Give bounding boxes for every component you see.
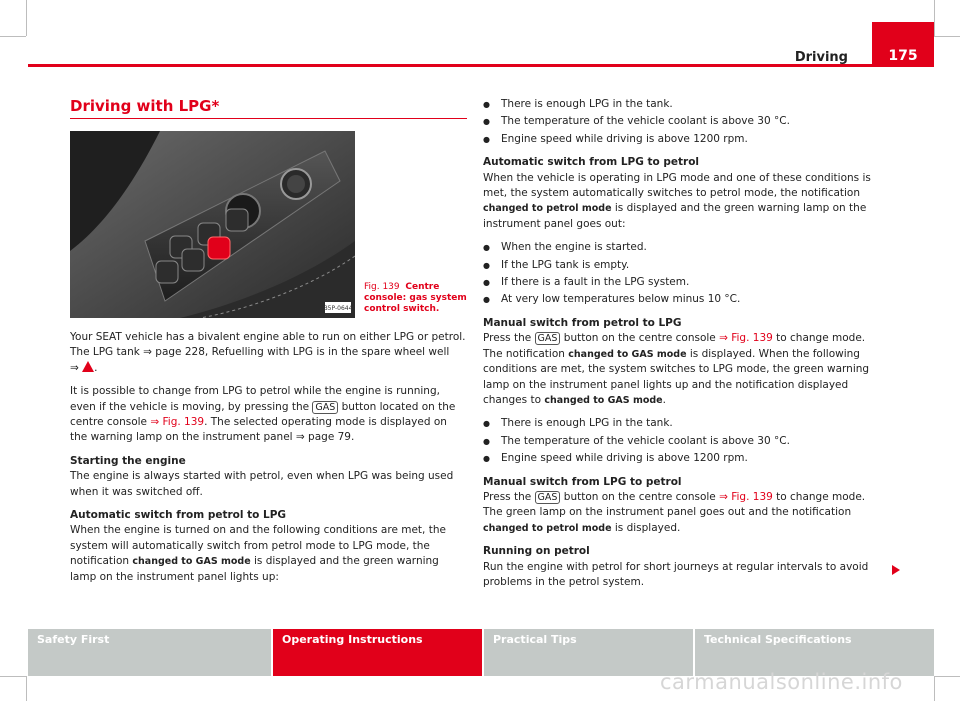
figure-photo	[70, 131, 355, 318]
manual-lpg-petrol-paragraph: Press the GAS button on the centre console ⇒ Fig. 139 to change mode. The green lamp on the instrument panel goes out and the notification changed to petrol mode is displayed.	[483, 490, 866, 534]
starting-heading: Starting the engine	[70, 454, 186, 467]
list-item: ● If there is a fault in the LPG system.	[483, 275, 883, 290]
list-item: ● If the LPG tank is empty.	[483, 258, 883, 273]
footer-tab-practical-tips[interactable]: Practical Tips	[484, 629, 693, 676]
page-79-link[interactable]: ⇒ page 79	[295, 431, 351, 444]
list-item: ● Engine speed while driving is above 1200 rpm.	[483, 132, 883, 147]
crop-mark	[0, 676, 26, 677]
manual-petrol-lpg-heading: Manual switch from petrol to LPG	[483, 316, 682, 329]
auto-petrol-lpg-heading: Automatic switch from petrol to LPG	[70, 509, 287, 522]
crop-mark	[934, 676, 935, 701]
notification-text: changed to petrol mode	[483, 203, 612, 215]
manual-lpg-petrol-heading: Manual switch from LPG to petrol	[483, 475, 682, 488]
list-item: ● The temperature of the vehicle coolant is above 30 °C.	[483, 434, 883, 449]
list-item: ● When the engine is started.	[483, 240, 883, 255]
footer-tab-safety-first[interactable]: Safety First	[28, 629, 271, 676]
gas-key: GAS	[535, 491, 561, 504]
intro-paragraph: Your SEAT vehicle has a bivalent engine able to run on either LPG or petrol. The LPG tank ⇒ page 228, Refuelling with LPG is in the spare wheel well ⇒ .	[70, 331, 466, 374]
figure-caption	[364, 282, 472, 315]
running-petrol-heading: Running on petrol	[483, 545, 590, 558]
warning-icon[interactable]	[82, 361, 94, 372]
page-228-link[interactable]: ⇒ page 228, Refuelling with LPG	[143, 346, 314, 359]
switch-paragraph: It is possible to change from LPG to petrol while the engine is running, even if the vehicle is moving, by pressing the GAS button located on the centre console ⇒ Fig. 139. The selected operating mode is displayed on the warning lamp on the instrument panel ⇒ page 79.	[70, 385, 456, 444]
fig-139-link[interactable]: ⇒ Fig. 139	[719, 332, 773, 345]
crop-mark	[26, 0, 27, 36]
manual-petrol-lpg-paragraph: Press the GAS button on the centre console ⇒ Fig. 139 to change mode. The notification changed to GAS mode is displayed. When the following conditions are met, the system switches to LPG mode, the green warning lamp on the instrument panel lights up and the notification displayed changes to changed to GAS mode.	[483, 332, 870, 406]
page-header-title: Driving	[794, 50, 848, 65]
notification-text: changed to GAS mode	[544, 394, 663, 406]
right-column	[483, 97, 883, 598]
auto-petrol-lpg-paragraph: When the engine is turned on and the following conditions are met, the system will automatically switch from petrol mode to LPG mode, the notification changed to GAS mode is displayed and the green warning lamp on the instrument panel lights up:	[70, 524, 446, 583]
gas-key: GAS	[535, 332, 561, 345]
auto-lpg-petrol-paragraph: When the vehicle is operating in LPG mode and one of these conditions is met, the system automatically switches to petrol mode, the notification changed to petrol mode is displayed and the green warning lamp on the instrument panel goes out:	[483, 171, 871, 230]
photo-code: B5P-0644	[323, 305, 353, 312]
crop-mark	[26, 676, 27, 701]
list-item: ● There is enough LPG in the tank.	[483, 416, 883, 431]
running-petrol-paragraph: Run the engine with petrol for short journeys at regular intervals to avoid problems in the petrol system.	[483, 560, 869, 588]
conditions-list-2	[483, 240, 883, 308]
centre-console-illustration	[70, 131, 355, 318]
caption-label: Fig. 139	[364, 282, 400, 292]
conditions-list-3	[483, 416, 883, 466]
crop-mark	[934, 676, 960, 677]
watermark: carmanualsonline.info	[660, 670, 903, 694]
list-item: ● At very low temperatures below minus 10 °C.	[483, 292, 883, 307]
list-item: ● The temperature of the vehicle coolant is above 30 °C.	[483, 114, 883, 129]
list-item: ● There is enough LPG in the tank.	[483, 97, 883, 112]
list-item: ● Engine speed while driving is above 1200 rpm.	[483, 451, 883, 466]
section-title: Driving with LPG*	[70, 97, 220, 115]
page-number: 175	[872, 22, 934, 67]
crop-mark	[0, 36, 26, 37]
gas-key: GAS	[312, 401, 338, 414]
left-column	[70, 330, 466, 593]
notification-text: changed to GAS mode	[132, 556, 251, 568]
crop-mark	[934, 0, 935, 36]
fig-139-link[interactable]: ⇒ Fig. 139	[719, 490, 773, 503]
section-rule	[70, 118, 467, 119]
caption-text: Centre console: gas system control switch.	[364, 282, 467, 314]
fig-139-link[interactable]: ⇒ Fig. 139	[150, 416, 205, 429]
notification-text: changed to GAS mode	[568, 348, 687, 360]
crop-mark	[934, 36, 960, 37]
auto-lpg-petrol-heading: Automatic switch from LPG to petrol	[483, 156, 700, 169]
notification-text: changed to petrol mode	[483, 522, 612, 534]
footer-tab-operating-instructions[interactable]: Operating Instructions	[273, 629, 482, 676]
footer-tab-technical-specifications[interactable]: Technical Specifications	[695, 629, 934, 676]
conditions-list-1	[483, 97, 883, 147]
continue-arrow-icon	[892, 565, 900, 575]
starting-paragraph: The engine is always started with petrol, even when LPG was being used when it was switched off.	[70, 470, 454, 498]
